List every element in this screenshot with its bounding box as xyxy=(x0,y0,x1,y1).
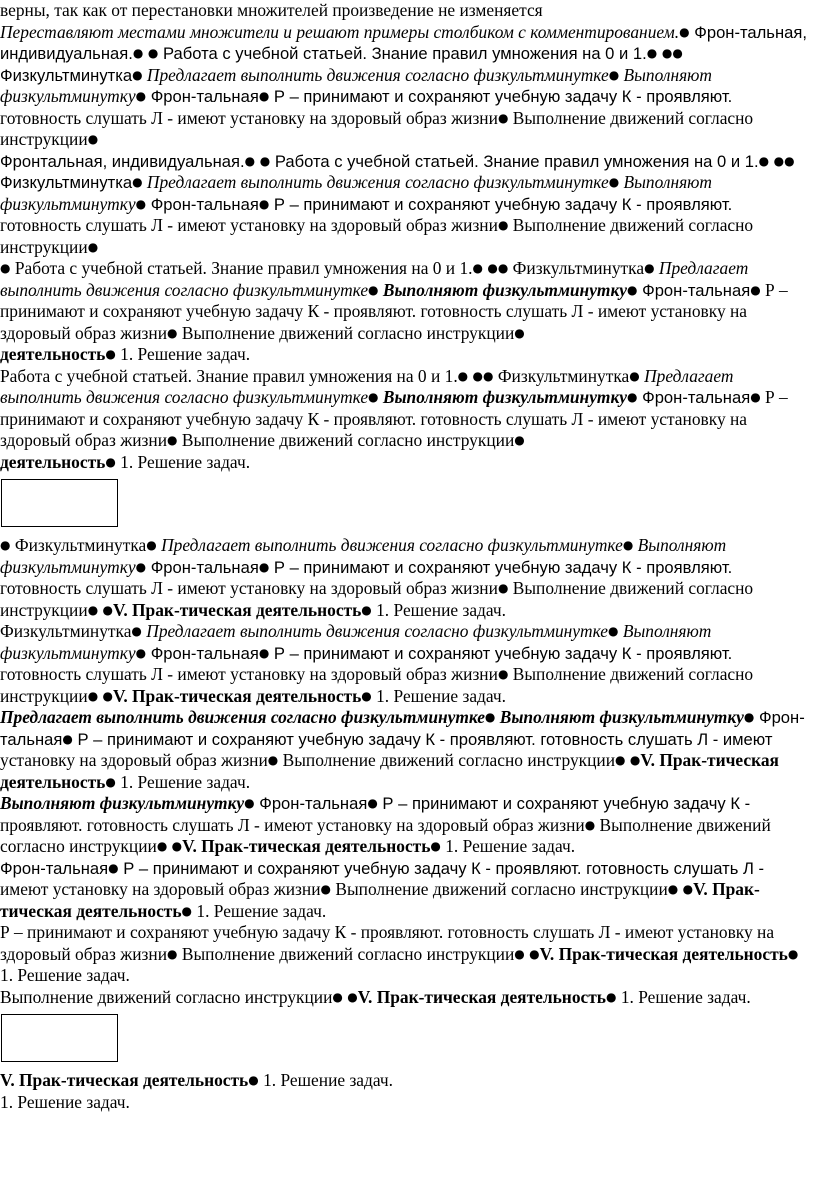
empty-frame xyxy=(1,479,118,527)
text-paragraph xyxy=(0,366,814,474)
bullet-icon: ● xyxy=(529,946,540,961)
bullet-icon: ● xyxy=(584,817,596,832)
text-run: 1. Решение задач. xyxy=(0,965,130,985)
bullet-icon: ● xyxy=(131,624,142,638)
bullet-icon: ● xyxy=(244,153,256,168)
bullet-icon: ● xyxy=(605,989,617,1004)
text-run: Выполнение движений согласно инструкции xyxy=(177,322,515,343)
text-run: деятельность xyxy=(0,451,106,472)
bullet-icon: ● xyxy=(787,946,799,961)
text-run: Выполнение движений согласно инструкции xyxy=(0,814,771,856)
bullet-icon: ● xyxy=(167,946,178,961)
bullet-icon: ● xyxy=(102,602,114,617)
text-run: имеют установку на здоровый образ жизни xyxy=(0,879,321,899)
text-run: Физкультминутка xyxy=(0,65,133,85)
text-run: готовность слушать Л - имеют установку на здоровый образ жизни xyxy=(0,664,498,684)
bullet-icon: ● xyxy=(87,132,99,146)
text-run: Фрон-тальная xyxy=(0,708,805,749)
bullet-icon: ● xyxy=(368,282,379,297)
bullet-icon: ● xyxy=(644,261,655,275)
text-paragraph xyxy=(0,22,814,151)
bullet-icon: ● xyxy=(332,989,343,1004)
text-run: готовность слушать Л - имеют установку на здоровый образ жизни xyxy=(0,107,498,128)
text-run: Работа с учебной статьей. Знание правил умножения на 0 и 1. xyxy=(158,44,647,63)
text-run: Р – принимают и сохраняют учебную задачу К - проявляют. xyxy=(269,194,733,214)
text-run: Выполняют физкультминутку xyxy=(0,172,712,214)
text-run: Физкультминутка xyxy=(0,621,132,641)
text-run: V. Прак-тическая деятельность xyxy=(539,943,788,964)
bullet-icon: ● xyxy=(132,175,143,189)
text-paragraph xyxy=(0,987,814,1009)
text-run: Предлагает выполнить движения согласно физкультминутке xyxy=(156,535,623,555)
text-paragraph xyxy=(0,922,814,987)
text-run: Предлагает выполнить движения согласно физкультминутке xyxy=(142,64,609,85)
bullet-icon: ● xyxy=(258,559,270,574)
text-run: Фронтальная, индивидуальная. xyxy=(0,151,245,171)
bullet-icon: ● xyxy=(457,368,469,383)
text-paragraph xyxy=(0,1070,814,1092)
text-run: установку на здоровый образ жизни xyxy=(0,750,268,770)
bullet-icon: ● xyxy=(135,559,147,574)
text-run: Выполнение движений согласно инструкции xyxy=(0,578,754,620)
bullet-icon: ● xyxy=(622,538,634,552)
text-run: Р – принимают и сохраняют учебную задачу К - проявляют. готовность слушать Л - имеют установку на здоровый образ жизни xyxy=(0,387,788,450)
bullet-icon: ● xyxy=(167,433,178,447)
text-run: Выполнение движений согласно инструкции xyxy=(0,107,754,149)
text-run: готовность слушать Л - имеют установку на здоровый образ жизни xyxy=(0,215,498,235)
text-run: 1. Решение задач. xyxy=(0,1091,130,1112)
bullet-icon: ● xyxy=(320,882,332,896)
bullet-icon: ● xyxy=(167,325,178,340)
bullet-icon: ● xyxy=(147,46,159,60)
bullet-icon: ● xyxy=(87,239,99,254)
text-run: Выполнение движений согласно инструкции xyxy=(177,430,515,450)
bullet-icon: ● xyxy=(135,89,147,103)
bullet-icon: ● xyxy=(259,153,271,168)
text-run: Предлагает выполнить движения согласно физкультминутке xyxy=(142,172,609,192)
text-run: Выполнение движений согласно инструкции xyxy=(0,664,754,706)
text-run: V. Прак-тическая деятельность xyxy=(113,599,362,620)
bullet-icon: ● xyxy=(750,390,761,404)
text-run: Предлагает выполнить движения согласно физкультминутке xyxy=(0,258,749,300)
bullet-icon: ● xyxy=(608,67,620,82)
text-run: Выполняют физкультминутку xyxy=(0,621,712,663)
text-run: V. Прак-тическая деятельность xyxy=(0,750,779,792)
bullet-icon: ● xyxy=(87,688,99,703)
bullet-icon: ●● xyxy=(661,46,683,60)
text-run: Переставляют местами множители и решают примеры столбиком с комментированием. xyxy=(0,21,680,42)
text-run: 1. Решение задач. xyxy=(258,1070,393,1090)
text-run: 1. Решение задач. xyxy=(115,451,251,472)
bullet-icon: ● xyxy=(608,175,620,189)
bullet-icon: ● xyxy=(615,753,626,767)
bullet-icon: ● xyxy=(105,454,116,469)
bullet-icon: ● xyxy=(682,882,694,896)
text-run: Фрон-тальная xyxy=(146,194,259,214)
bullet-icon: ● xyxy=(367,796,378,810)
bullet-icon: ● xyxy=(108,860,119,875)
text-paragraph xyxy=(0,858,814,923)
empty-frame xyxy=(1,1014,118,1062)
text-paragraph xyxy=(0,535,814,621)
text-paragraph xyxy=(0,793,814,858)
text-run: V. Прак-тическая деятельность xyxy=(0,1070,249,1090)
bullet-icon: ● xyxy=(0,538,11,552)
bullet-icon: ● xyxy=(514,433,525,447)
bullet-icon: ● xyxy=(0,261,11,275)
text-run: V. Прак-тическая деятельность xyxy=(182,836,431,856)
bullet-icon: ● xyxy=(87,602,99,617)
text-paragraph xyxy=(0,1092,814,1114)
bullet-icon: ● xyxy=(514,946,525,961)
text-run: Фрон-тальная xyxy=(146,643,259,663)
text-run: V. Прак-тическая деятельность xyxy=(0,879,760,921)
bullet-icon: ● xyxy=(135,645,147,660)
bullet-icon: ● xyxy=(361,602,372,617)
text-run: Работа с учебной статьей. Знание правил умножения на 0 и 1. xyxy=(10,258,473,278)
text-run: Р – принимают и сохраняют учебную задачу К - xyxy=(377,794,751,813)
bullet-icon: ●● xyxy=(487,261,509,275)
text-paragraph xyxy=(0,0,814,22)
text-run: Фрон-тальная xyxy=(637,388,751,407)
text-run: Выполнение движений согласно инструкции xyxy=(278,750,616,770)
text-run: Р – принимают и сохраняют учебную задачу К - проявляют. готовность слушать Л - имеют xyxy=(72,729,773,749)
text-run: 1. Решение задач. xyxy=(371,685,507,706)
bullet-icon: ● xyxy=(267,753,279,767)
bullet-icon: ● xyxy=(679,24,690,39)
bullet-icon: ● xyxy=(156,839,168,853)
bullet-icon: ● xyxy=(132,46,144,60)
bullet-icon: ● xyxy=(102,688,114,703)
text-run: Р – принимают и сохраняют учебную задачу К - проявляют. готовность слушать Л - имеют установку на здоровый образ жизни xyxy=(0,279,788,343)
text-paragraph xyxy=(0,151,814,259)
text-run: Фрон-тальная xyxy=(637,280,751,300)
bullet-icon: ● xyxy=(132,67,143,82)
bullet-icon: ● xyxy=(629,753,641,767)
bullet-icon: ● xyxy=(514,325,525,340)
text-run: Выполняют физкультминутку xyxy=(0,793,245,813)
bullet-icon: ● xyxy=(667,882,679,896)
bullet-icon: ● xyxy=(171,839,183,853)
text-run: Выполнение движений согласно инструкции xyxy=(177,943,515,964)
bullet-icon: ● xyxy=(244,796,255,810)
bullet-icon: ● xyxy=(248,1073,259,1087)
bullet-icon: ● xyxy=(258,196,270,211)
text-paragraph xyxy=(0,707,814,793)
text-run: Предлагает выполнить движения согласно физкультминутке xyxy=(0,365,734,407)
text-run: Фрон-тальная xyxy=(0,858,109,878)
text-run: готовность слушать Л - имеют установку на здоровый образ жизни xyxy=(0,578,498,598)
text-run: Выполняют физкультминутку xyxy=(378,387,627,407)
text-run: 1. Решение задач. xyxy=(616,986,751,1007)
bullet-icon: ●● xyxy=(472,368,494,383)
text-run: Р – принимают и сохраняют учебную задачу К - проявляют. готовность слушать Л - имеют установку на здоровый образ жизни xyxy=(0,922,775,964)
text-run: Физкультминутка xyxy=(508,258,645,278)
bullet-icon: ● xyxy=(181,903,193,918)
text-run: Р – принимают и сохраняют учебную задачу К - проявляют. готовность слушать Л - xyxy=(118,858,765,878)
bullet-icon: ● xyxy=(135,196,147,211)
bullet-icon: ● xyxy=(62,731,73,746)
bullet-icon: ● xyxy=(750,282,761,297)
text-run: Р – принимают и сохраняют учебную задачу К - проявляют. xyxy=(269,87,733,106)
bullet-icon: ● xyxy=(105,347,116,361)
text-run: Выполнение движений согласно инструкции xyxy=(331,879,668,899)
bullet-icon: ●● xyxy=(773,153,795,168)
text-run: Физкультминутка xyxy=(10,535,147,555)
text-run: Фрон-тальная xyxy=(146,557,259,577)
bullet-icon: ● xyxy=(105,774,116,789)
bullet-icon: ● xyxy=(497,581,509,595)
text-run: Р – принимают и сохраняют учебную задачу К - проявляют. xyxy=(269,643,733,663)
text-run: 1. Решение задач. xyxy=(440,836,576,856)
text-run: Физкультминутка xyxy=(493,365,630,386)
text-run: V. Прак-тическая деятельность xyxy=(357,986,606,1007)
text-paragraph xyxy=(0,621,814,707)
bullet-icon: ● xyxy=(430,839,441,853)
bullet-icon: ● xyxy=(626,282,638,297)
text-run: Выполнение движений согласно инструкции xyxy=(0,215,754,257)
bullet-icon: ● xyxy=(497,218,509,232)
bullet-icon: ● xyxy=(626,390,638,404)
text-run: Выполняют физкультминутку xyxy=(495,707,744,727)
bullet-icon: ● xyxy=(646,46,658,60)
bullet-icon: ● xyxy=(743,710,755,724)
bullet-icon: ● xyxy=(258,645,270,660)
text-run: верны, так как от перестановки множителей произведение не изменяется xyxy=(0,0,543,20)
text-run: Предлагает выполнить движения согласно физкультминутке xyxy=(141,621,609,641)
text-run: Р – принимают и сохраняют учебную задачу К - проявляют. xyxy=(269,557,733,577)
bullet-icon: ● xyxy=(484,710,496,724)
bullet-icon: ● xyxy=(629,368,640,383)
text-run: Фрон-тальная xyxy=(254,794,368,813)
text-run: 1. Решение задач. xyxy=(115,771,251,792)
text-run: Выполняют физкультминутку xyxy=(0,64,712,106)
text-run: 1. Решение задач. xyxy=(115,344,251,364)
text-run: Выполнение движений согласно инструкции xyxy=(0,986,333,1007)
bullet-icon: ● xyxy=(347,989,358,1004)
bullet-icon: ● xyxy=(497,667,509,681)
text-run: Работа с учебной статьей. Знание правил умножения на 0 и 1. xyxy=(0,365,458,386)
bullet-icon: ● xyxy=(758,153,770,168)
bullet-icon: ● xyxy=(368,390,379,404)
text-run: проявляют. готовность слушать Л - имеют установку на здоровый образ жизни xyxy=(0,814,585,835)
text-run: Физкультминутка xyxy=(0,173,133,192)
bullet-icon: ● xyxy=(258,89,270,103)
text-run: 1. Решение задач. xyxy=(192,900,327,921)
text-run: V. Прак-тическая деятельность xyxy=(113,685,362,706)
text-run: деятельность xyxy=(0,344,106,364)
text-paragraph xyxy=(0,258,814,366)
text-run: 1. Решение задач. xyxy=(371,599,507,620)
text-run: Фрон-тальная, индивидуальная. xyxy=(0,22,807,63)
bullet-icon: ● xyxy=(608,624,619,638)
bullet-icon: ● xyxy=(361,688,372,703)
text-run: Выполняют физкультминутку xyxy=(378,279,627,300)
text-run: Выполняют физкультминутку xyxy=(0,535,727,577)
text-run: Предлагает выполнить движения согласно физкультминутке xyxy=(0,707,485,727)
bullet-icon: ● xyxy=(472,261,483,275)
bullet-icon: ● xyxy=(497,110,509,125)
text-run: Работа с учебной статьей. Знание правил умножения на 0 и 1. xyxy=(270,151,759,171)
bullet-icon: ● xyxy=(146,538,157,552)
text-run: Фрон-тальная xyxy=(146,87,259,106)
